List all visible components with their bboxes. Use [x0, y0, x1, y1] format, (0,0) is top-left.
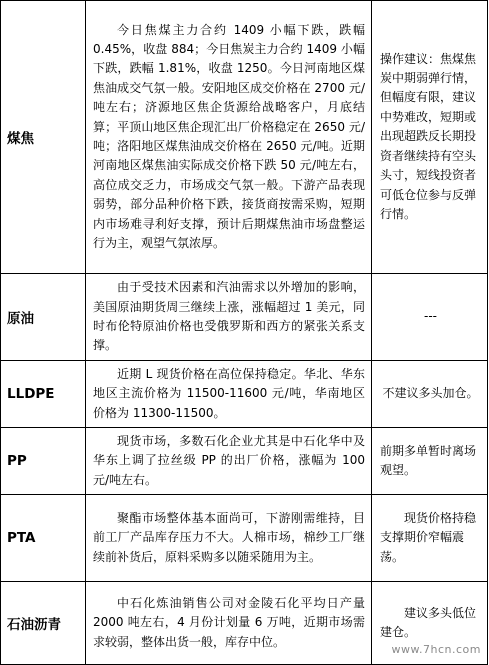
table-row — [1, 495, 488, 582]
market-info: 现货市场，多数石化企业尤其是中石化华中及华东上调了拉丝级 PP 的出厂价格，涨幅为 100 元/吨左右。 — [86, 428, 372, 495]
commodity-name: 石油沥青 — [1, 582, 86, 665]
table-row — [1, 428, 488, 495]
commodity-name: LLDPE — [1, 361, 86, 428]
commodity-name: PTA — [1, 495, 86, 582]
market-info: 聚酯市场整体基本面尚可，下游刚需维持，目前工厂产品库存压力不大。人棉市场，棉纱工厂继续前补货后，原料采购多以随采随用为主。 — [86, 495, 372, 582]
site-watermark: www.7hcn.com — [391, 643, 481, 656]
commodity-name: PP — [1, 428, 86, 495]
trading-advice: 现货价格持稳支撑期价窄幅震荡。 — [372, 495, 488, 582]
commodity-name: 原油 — [1, 274, 86, 361]
table-row — [1, 1, 488, 274]
commodity-name: 煤焦 — [1, 1, 86, 274]
table-row — [1, 361, 488, 428]
trading-advice: 操作建议：焦煤焦炭中期弱弹行情，但幅度有限，建议中势难改，短期或出现超跌反长期投资者继续持有空头头寸，短线投资者可低仓位参与反弹行情。 — [372, 1, 488, 274]
market-info: 中石化炼油销售公司对金陵石化平均日产量 2000 吨左右，4 月份计划量 6 万吨，近期市场需求较弱，整体出货一般，库存中位。 — [86, 582, 372, 665]
trading-advice: --- — [372, 274, 488, 361]
market-info: 近期 L 现货价格在高位保持稳定。华北、华东地区主流价格为 11500-11600 元/吨，华南地区价格为 11300-11500。 — [86, 361, 372, 428]
trading-advice: 建议多头低位建仓。 — [372, 582, 488, 665]
trading-advice: 前期多单暂时离场观望。 — [372, 428, 488, 495]
market-info: 由于受技术因素和汽油需求以外增加的影响，美国原油期货周三继续上涨，涨幅超过 1 美元，同时布伦特原油价格也受俄罗斯和西方的紧张关系支撑。 — [86, 274, 372, 361]
table-row — [1, 274, 488, 361]
trading-advice: 不建议多头加仓。 — [372, 361, 488, 428]
market-info: 今日焦煤主力合约 1409 小幅下跌，跌幅 0.45%，收盘 884；今日焦炭主力合约 1409 小幅下跌，跌幅 1.81%，收盘 1250。今日河南地区煤焦油成交气氛一般。安阳地区成交价格在 2700 元/吨左右；济源地区焦企货源给战略客户，月底结算；平顶山地区焦企现汇出厂价格稳定在 2650 元/吨；洛阳地区煤焦油成交价格在 2650 元/吨。近期河南地区煤焦油实际成交价格下跌 50 元/吨左右，高位成交乏力，市场成交气氛一般。下游产品表现弱势，部分品种价格下跌，接货商按需采购，短期内市场难寻利好支撑，预计后期煤焦油市场盘整运行为主，观望气氛浓厚。 — [86, 1, 372, 274]
